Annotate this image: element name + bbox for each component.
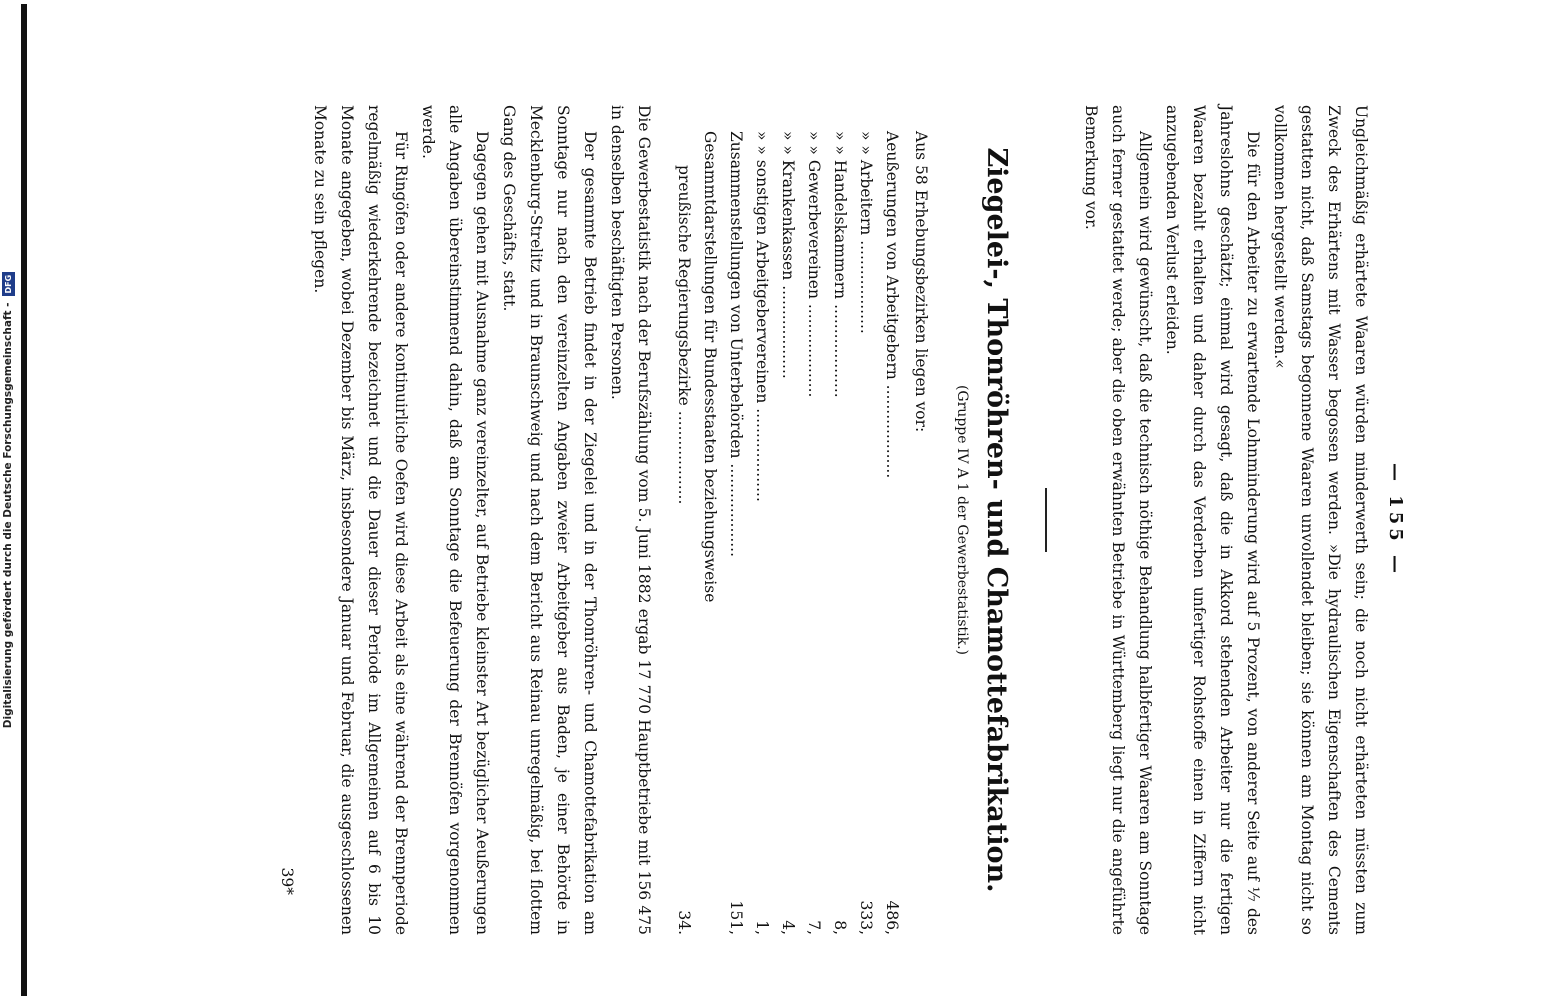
table-row [827,105,853,935]
page-text-block [38,105,1433,935]
paragraph: Allgemein wird gewünscht, daß die technisch nöthige Behandlung halbfertiger Waaren am Sonntage auch ferner gestattet werde; aber die oben erwähnten Betriebe in Württemberg liegt nur die angeführte Bemerkung vor. [1082,105,1154,935]
paragraph: Die Gewerbestatistik nach der Berufszählung vom 5. Juni 1882 ergab 17 770 Hauptbetriebe mit 156 475 in denselben beschäftigten Personen. [608,105,653,935]
page-number: — 155 — [1385,462,1406,578]
table-row [697,105,723,935]
signature-mark: 39* [278,867,296,895]
digitization-credit-text: Digitalisierung gefördert durch die Deutsche Forschungsgemeinschaft - [2,302,14,729]
row-label: » » Arbeitern ................... [857,131,875,334]
table-row [749,105,775,935]
table-row [853,105,879,935]
row-label: » » Handelskammern ................... [831,131,849,398]
row-label: Aeußerungen von Arbeitgebern ................... [883,131,901,479]
table-row [775,105,801,935]
section-title: Ziegelei-, Thonröhren- und Chamottefabrikation. [981,147,1012,893]
row-label: Gesammtdarstellungen für Bundesstaaten beziehungsweise [701,131,719,603]
row-label: » » Gewerbevereinen ................... [805,131,823,398]
table-row [879,105,905,935]
row-value: 333, [857,900,875,935]
row-value: 151, [727,900,745,935]
paragraph: Dagegen gehen mit Ausnahme ganz vereinzelter, auf Betriebe kleinster Art bezüglicher Aeußerungen alle Angaben übereinstimmend dahin, daß am Sonntage die Befeuerung der Brennöfen vorgenommen werde. [419,105,491,935]
row-value: 486, [883,900,901,935]
section-subtitle: (Gruppe IV A 1 der Gewerbestatistik.) [954,384,970,656]
survey-intro: Aus 58 Erhebungsbezirken liegen vor: [912,131,930,433]
table-row [723,105,749,935]
table-row [671,105,697,935]
paragraph: Ungleichmäßig erhärtete Waaren würden minderwerth sein; die noch nicht erhärteten müssten zum Zweck des Erhärtens mit Wasser begossen werden. »Die hydraulischen Eigenschaften des Cements gestatten nicht, daß Samstags begonnene Waaren unvollendet bleiben; sie können am Montag nicht so vollkommen hergestellt werden.« [1271,105,1370,935]
row-label: preußische Regierungsbezirke ................... [675,165,693,505]
row-value: 8, [831,920,849,935]
survey-table [671,105,905,935]
digitization-credit [0,0,16,1000]
row-value: 1, [753,920,771,935]
paragraph: Die für den Arbeiter zu erwartende Lohnminderung wird auf 5 Prozent, von anderer Seite auf ⅐ des Jahreslohns geschätzt; einmal wird gesagt, daß die in Akkord stehenden Arbeiter nur die fertigen Waaren bezahlt erhalten und daher durch das Verderben unfertiger Rohstoffe einen in Ziffern nicht anzugebenden Verlust erleiden. [1163,105,1262,935]
paragraph: Für Ringöfen oder andere kontinuirliche Oefen wird diese Arbeit als eine während der Brennperiode regelmäßig wiederkehrende bezeichnet und die Dauer dieser Periode im Allgemeinen auf 6 bis 10 Monate angegeben, wobei Dezember bis März, insbesondere Januar und Februar, die ausgeschlossenen Monate zu sein pflegen. [311,105,410,935]
row-label: » » sonstigen Arbeitgebervereinen ................... [753,131,771,502]
section-divider [1045,488,1047,552]
row-value: 34. [675,910,693,935]
table-row [801,105,827,935]
row-value: 4, [779,920,797,935]
scan-edge-rule [21,4,27,996]
row-label: » » Krankenkassen ................... [779,131,797,379]
row-value [697,875,723,935]
dfg-logo-icon: DFG [2,272,15,297]
paragraph: Der gesammte Betrieb findet in der Ziegelei und in der Thonröhren- und Chamottefabrikation am Sonntage nur nach den vereinzelten Angaben zweier Arbeitgeber aus Baden, je einer Behörde in Mecklenburg-Strelitz und in Braunschweig und nach dem Bericht aus Reinau unregelmäßig, bei flottem Gang des Geschäfts, statt. [500,105,599,935]
row-value: 7, [805,920,823,935]
row-label: Zusammenstellungen von Unterbehörden ................... [727,131,745,558]
